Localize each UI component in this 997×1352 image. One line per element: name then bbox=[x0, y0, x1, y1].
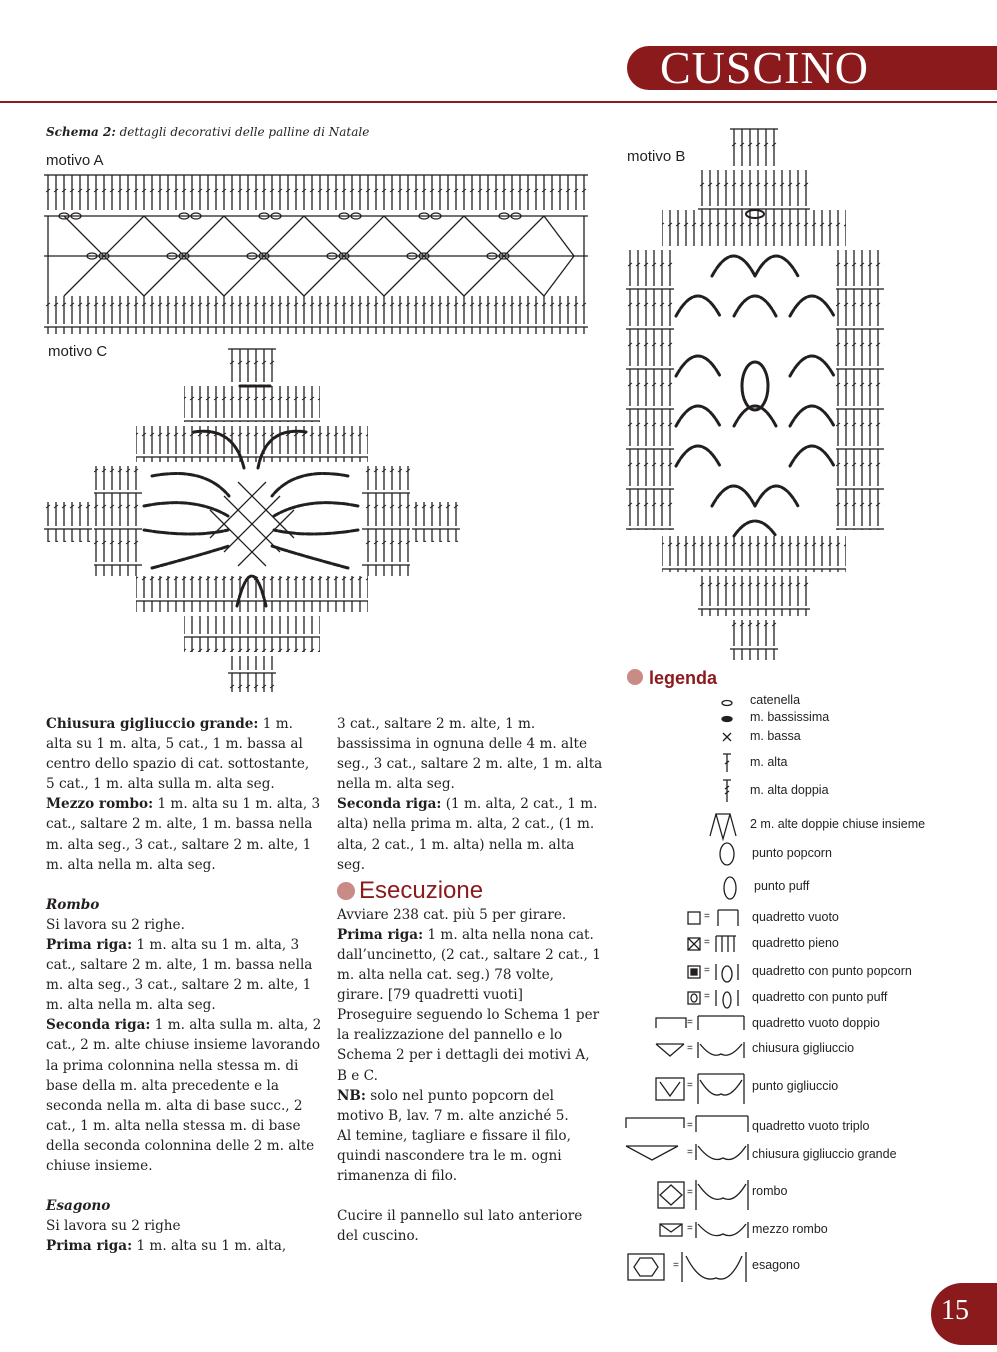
legend-quadretto-pieno: quadretto pieno bbox=[752, 936, 839, 950]
esecuzione-schema: Proseguire seguendo lo Schema 1 per la realizzazione del pannello e lo Schema 2 per i dettagli dei motivi A, B e C. bbox=[337, 1007, 600, 1084]
desc: solo nel punto popcorn del motivo B, lav. 7 m. alte anziché 5. bbox=[337, 1087, 569, 1124]
esagono-continued: 3 cat., saltare 2 m. alte, 1 m. bassissima in ognuna delle 4 m. alte seg., 3 cat., saltare 2 m. alte, 1 m. alta nella m. alta seg. bbox=[337, 716, 603, 793]
mezzo-rombo bbox=[46, 794, 322, 874]
legend-chiusura-gigliuccio: chiusura gigliuccio bbox=[752, 1041, 855, 1055]
legend-catenella: catenella bbox=[750, 693, 801, 707]
legend-mezzo-rombo: mezzo rombo bbox=[752, 1222, 828, 1236]
esagono-seconda-riga bbox=[337, 794, 603, 874]
desc: 1 m. alta sulla m. alta, 2 cat., 2 m. alte chiuse insieme lavorando la prima colonnina nella stessa m. di base della m. alta precedente e la seconda nella m. alta di base succ., 2 cat., 1 m. alta nella stessa m. di base della seconda colonnina delle 2 m. alte chiuse insieme. bbox=[46, 1017, 322, 1174]
caption-text: dettagli decorativi delle palline di Natale bbox=[115, 125, 370, 139]
motif-a-diagram bbox=[44, 172, 588, 334]
legend-equals: = bbox=[687, 1147, 693, 1158]
legend-quadretto-popcorn: quadretto con punto popcorn bbox=[752, 964, 912, 978]
esecuzione-nb bbox=[337, 1086, 603, 1126]
term: Prima riga: bbox=[46, 936, 133, 953]
motif-b-diagram bbox=[626, 126, 884, 660]
legend-punto-gigliuccio: punto gigliuccio bbox=[752, 1079, 839, 1093]
legend-2-m-alte-doppie: 2 m. alte doppie chiuse insieme bbox=[750, 817, 926, 831]
caption-prefix: Schema 2: bbox=[46, 125, 116, 139]
legend-equals: = bbox=[704, 911, 710, 922]
legend-esagono: esagono bbox=[752, 1258, 800, 1272]
legend-equals: = bbox=[704, 937, 710, 948]
section-esecuzione bbox=[337, 877, 603, 905]
esecuzione-start: Avviare 238 cat. più 5 per girare. bbox=[337, 906, 567, 923]
schema-caption bbox=[46, 125, 369, 139]
term: Seconda riga: bbox=[46, 1017, 151, 1034]
legend-quadretto-vuoto-triplo: quadretto vuoto triplo bbox=[752, 1119, 870, 1133]
esecuzione-finish: Al temine, tagliare e fissare il filo, quindi nascondere tra le m. ogni rimanenza di filo. bbox=[337, 1127, 571, 1184]
term: Mezzo rombo: bbox=[46, 796, 154, 813]
text-column-1 bbox=[46, 714, 322, 1256]
motif-a-label: motivo A bbox=[46, 152, 104, 169]
legend-punto-puff: punto puff bbox=[754, 879, 810, 893]
page-number-tab bbox=[931, 1283, 997, 1345]
bullet-icon bbox=[337, 882, 355, 900]
esagono-heading: Esagono bbox=[46, 1198, 111, 1215]
desc: 1 m. alta su 1 m. alta, 5 cat., 1 m. bassa al centro dello spazio di cat. sottostante, 5 cat., 1 m. alta sulla m. alta seg. bbox=[46, 716, 310, 793]
legend-m-alta-doppia: m. alta doppia bbox=[750, 783, 829, 797]
term: Seconda riga: bbox=[337, 796, 442, 813]
desc: 1 m. alta su 1 m. alta, 3 cat., saltare 2 m. alte, 1 m. bassa nella m. alta seg., 3 cat., saltare 2 m. alte, 1 m. alta nella m. alta seg. bbox=[46, 936, 313, 1014]
desc: 1 m. alta nella nona cat. dall’uncinetto, (2 cat., saltare 2 cat., 1 m. alta nella cat. seg.) 78 volte, girare. [79 quadretti vuoti] bbox=[337, 926, 601, 1004]
legend-rombo: rombo bbox=[752, 1184, 788, 1198]
rombo-prima-riga bbox=[46, 935, 322, 1015]
legend-m-bassa: m. bassa bbox=[750, 729, 801, 743]
motif-c-label: motivo C bbox=[48, 343, 108, 360]
motif-b-label: motivo B bbox=[627, 148, 686, 165]
legend-heading bbox=[627, 668, 717, 689]
desc: 1 m. alta su 1 m. alta, bbox=[132, 1238, 287, 1255]
bullet-icon bbox=[627, 669, 643, 685]
legend-chiusura-gigliuccio-grande: chiusura gigliuccio grande bbox=[752, 1147, 897, 1161]
legend-equals: = bbox=[687, 1043, 693, 1054]
desc: (1 m. alta, 2 cat., 1 m. alta) nella prima m. alta, 2 cat., (1 m. alta, 2 cat., 1 m. alta) nella m. alta seg. bbox=[337, 796, 598, 873]
motif-c-diagram bbox=[44, 346, 460, 696]
legend-equals: = bbox=[704, 991, 710, 1002]
legend-quadretto-vuoto-doppio: quadretto vuoto doppio bbox=[752, 1016, 880, 1030]
legend-equals: = bbox=[687, 1187, 693, 1198]
rombo-seconda-riga bbox=[46, 1015, 322, 1176]
esecuzione-sew: Cucire il pannello sul lato anteriore del cuscino. bbox=[337, 1208, 583, 1245]
legend-equals: = bbox=[673, 1260, 679, 1271]
term: Prima riga: bbox=[337, 926, 424, 943]
esagono-intro: Si lavora su 2 righe bbox=[46, 1218, 181, 1235]
legend-quadretto-vuoto: quadretto vuoto bbox=[752, 910, 839, 924]
rombo-intro: Si lavora su 2 righe. bbox=[46, 916, 185, 933]
text-column-2 bbox=[337, 714, 603, 1246]
legend-equals: = bbox=[687, 1017, 693, 1028]
page-title: CUSCINO bbox=[660, 42, 869, 93]
legend-punto-popcorn: punto popcorn bbox=[752, 846, 832, 860]
legend-equals: = bbox=[687, 1120, 693, 1131]
term: Chiusura gigliuccio grande: bbox=[46, 716, 259, 732]
legend-title: legenda bbox=[649, 668, 718, 688]
legend-m-bassissima: m. bassissima bbox=[750, 710, 830, 724]
legend-quadretto-puff: quadretto con punto puff bbox=[752, 990, 888, 1004]
legend-symbols bbox=[620, 694, 750, 1284]
page-number: 15 bbox=[941, 1295, 969, 1326]
legend-equals: = bbox=[687, 1080, 693, 1091]
section-title: Esecuzione bbox=[359, 876, 484, 904]
desc: 1 m. alta su 1 m. alta, 3 cat., saltare 2 m. alte, 1 m. bassa nella m. alta seg., 3 cat., saltare 2 m. alte, 1 m. alta nella m. alta seg. bbox=[46, 796, 321, 873]
header-rule bbox=[0, 101, 997, 103]
term: NB: bbox=[337, 1087, 366, 1104]
legend-equals: = bbox=[704, 965, 710, 976]
legend-equals: = bbox=[687, 1223, 693, 1234]
legend-m-alta: m. alta bbox=[750, 755, 788, 769]
rombo-heading: Rombo bbox=[46, 896, 100, 913]
esagono-prima-riga bbox=[46, 1236, 322, 1256]
chiusura-gigliuccio-grande bbox=[46, 714, 322, 794]
esecuzione-prima-riga bbox=[337, 925, 603, 1005]
term: Prima riga: bbox=[46, 1238, 133, 1255]
